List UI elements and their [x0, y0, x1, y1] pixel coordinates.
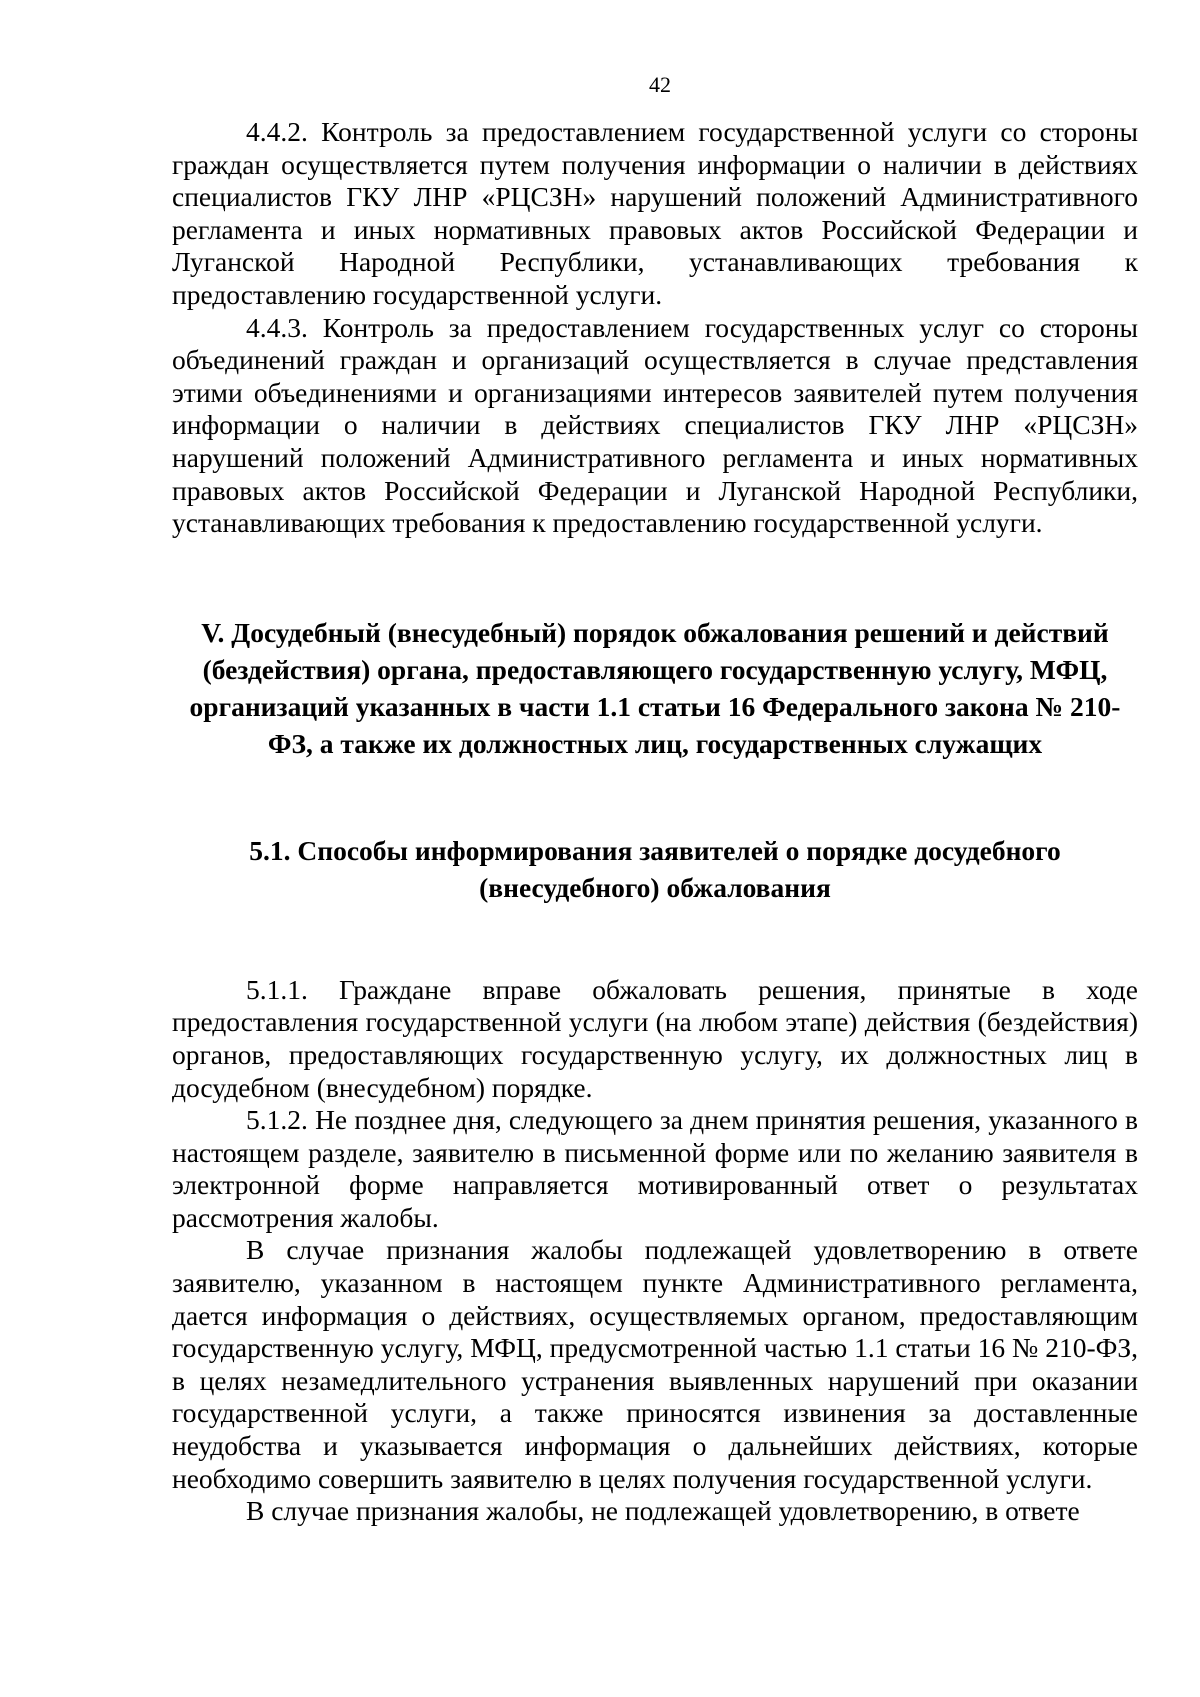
paragraph-4-4-3: 4.4.3. Контроль за предоставлением государственных услуг со стороны объединений граждан и организаций осуществляется в случае представления этими объединениями и организациями интересов заявителей путем получения информации о наличии в действиях специалистов ГКУ ЛНР «РЦСЗН» нарушений положений Административного регламента и иных нормативных правовых актов Российской Федерации и Луганской Народной Республики, устанавливающих требования к предоставлению государственной услуги. [172, 311, 1138, 539]
subsection-heading: 5.1. Способы информирования заявителей о порядке досудебного (внесудебного) обжалования [249, 834, 1061, 903]
paragraph-4-4-2: 4.4.2. Контроль за предоставлением государственной услуги со стороны граждан осуществляется путем получения информации о наличии в действиях специалистов ГКУ ЛНР «РЦСЗН» нарушений положений Административного регламента и иных нормативных правовых актов Российской Федерации и Луганской Народной Республики, устанавливающих требования к предоставлению государственной услуги. [172, 116, 1138, 310]
paragraph-complaint-satisfied: В случае признания жалобы подлежащей удовлетворению в ответе заявителю, указанном в настоящем пункте Административного регламента, дается информация о действиях, осуществляемых органом, предоставляющим государственную услугу, МФЦ, предусмотренной частью 1.1 статьи 16 № 210-ФЗ, в целях незамедлительного устранения выявленных нарушений при оказании государственной услуги, а также приносятся извинения за доставленные неудобства и указывается информация о дальнейших действиях, которые необходимо совершить заявителю в целях получения государственной услуги. [172, 1234, 1138, 1494]
page-number: 42 [649, 72, 671, 97]
paragraph-5-1-2: 5.1.2. Не позднее дня, следующего за днем принятия решения, указанного в настоящем разделе, заявителю в письменной форме или по желанию заявителя в электронной форме направляется мотивированный ответ о результатах рассмотрения жалобы. [172, 1104, 1138, 1233]
document-body [172, 116, 1138, 1528]
paragraph-complaint-rejected: В случае признания жалобы, не подлежащей удовлетворению, в ответе [246, 1495, 1080, 1527]
section-heading: V. Досудебный (внесудебный) порядок обжалования решений и действий (бездействия) органа, предоставляющего государственную услугу, МФЦ, организаций указанных в части 1.1 статьи 16 Федерального закона № 210-ФЗ, а также их должностных лиц, государственных служащих [189, 616, 1121, 759]
paragraph-5-1-1: 5.1.1. Граждане вправе обжаловать решения, принятые в ходе предоставления государственной услуги (на любом этапе) действия (бездействия) органов, предоставляющих государственную услугу, их должностных лиц в досудебном (внесудебном) порядке. [172, 973, 1138, 1103]
